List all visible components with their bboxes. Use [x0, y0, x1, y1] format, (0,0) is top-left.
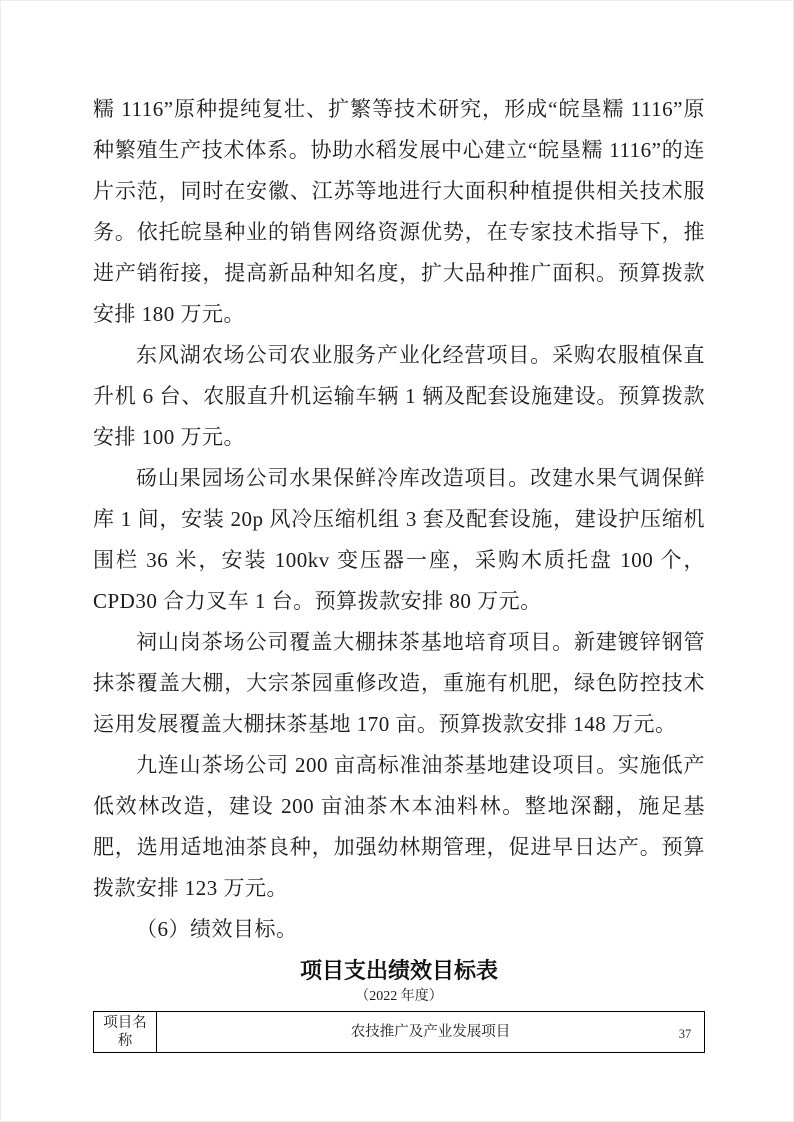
table-header-project-name: 项目名称 — [94, 1012, 157, 1053]
body-paragraph: 东风湖农场公司农业服务产业化经营项目。采购农服植保直升机 6 台、农服直升机运输车辆 1 辆及配套设施建设。预算拨款安排 100 万元。 — [93, 343, 705, 449]
page-number: 37 — [678, 1027, 692, 1041]
table-subtitle-year: （2022 年度） — [355, 989, 443, 1004]
page-content — [93, 89, 705, 1053]
table-cell-project-name-value: 农技推广及产业发展项目 — [157, 1012, 705, 1053]
table-title: 项目支出绩效目标表 — [299, 958, 498, 983]
body-paragraph: 祠山岗茶场公司覆盖大棚抹茶基地培育项目。新建镀锌钢管抹茶覆盖大棚，大宗茶园重修改造，重施有机肥，绿色防控技术运用发展覆盖大棚抹茶基地 170 亩。预算拨款安排 148 万元。 — [93, 630, 705, 736]
table-row — [94, 1012, 705, 1053]
performance-target-table — [93, 1011, 705, 1053]
section-heading-performance-targets: （6）绩效目标。 — [136, 917, 298, 941]
body-paragraph: 砀山果园场公司水果保鲜冷库改造项目。改建水果气调保鲜库 1 间，安装 20p 风冷压缩机组 3 套及配套设施，建设护压缩机围栏 36 米，安装 100kv 变压器一座，采购木质托盘 100 个，CPD30 合力叉车 1 台。预算拨款安排 80 万元。 — [93, 466, 705, 613]
body-paragraph: 九连山茶场公司 200 亩高标准油茶基地建设项目。实施低产低效林改造，建设 200 亩油茶木本油料林。整地深翻，施足基肥，选用适地油茶良种，加强幼林期管理，促进早日达产。预算拨款安排 123 万元。 — [93, 753, 705, 900]
body-paragraph: 糯 1116”原种提纯复壮、扩繁等技术研究，形成“皖垦糯 1116”原种繁殖生产技术体系。协助水稻发展中心建立“皖垦糯 1116”的连片示范，同时在安徽、江苏等地进行大面积种植提供相关技术服务。依托皖垦种业的销售网络资源优势，在专家技术指导下，推进产销衔接，提高新品种知名度，扩大品种推广面积。预算拨款安排 180 万元。 — [93, 97, 705, 326]
